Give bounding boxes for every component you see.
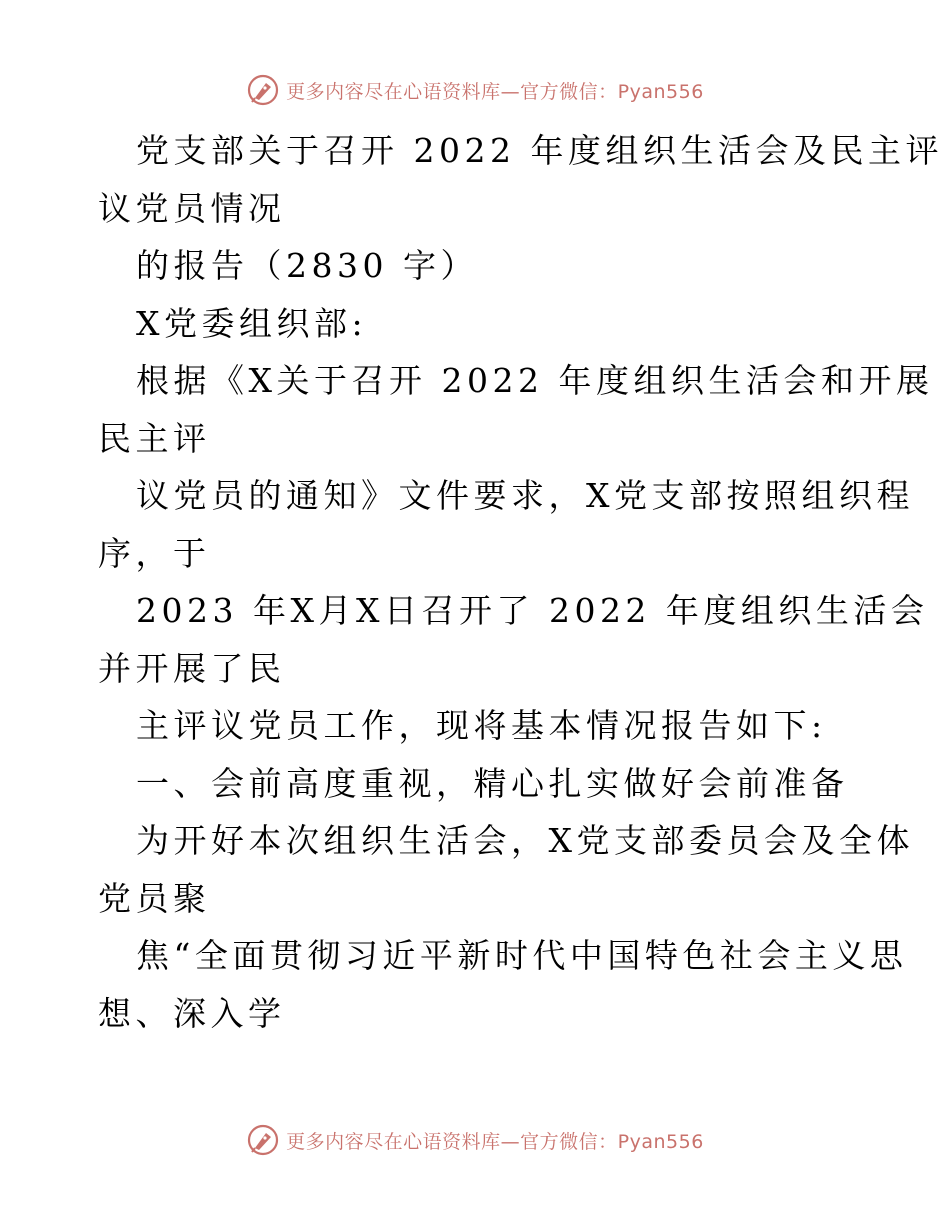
text-line: 议党员情况 [98, 188, 286, 228]
text-line: 的报告（2830 字） [136, 246, 478, 285]
text-line: 根据《X关于召开 2022 年度组织生活会和开展 [136, 361, 934, 400]
text-line: 2023 年X月X日召开了 2022 年度组织生活会 [136, 591, 929, 630]
text-line: 议党员的通知》文件要求，X党支部按照组织程 [136, 476, 914, 515]
text-line: 党员聚 [98, 878, 211, 918]
header-watermark [0, 70, 950, 110]
watermark-text: 更多内容尽在心语资料库—官方微信：Pyan556 [286, 80, 704, 103]
pen-nib-logo-icon [246, 73, 280, 107]
watermark-text: 更多内容尽在心语资料库—官方微信：Pyan556 [286, 1130, 704, 1153]
footer-watermark [0, 1120, 950, 1160]
text-line: 民主评 [98, 418, 211, 458]
text-line: 为开好本次组织生活会，X党支部委员会及全体 [136, 821, 914, 860]
text-line: X党委组织部: [136, 303, 368, 343]
text-line: 并开展了民 [98, 648, 286, 688]
document-body [98, 122, 943, 1042]
pen-nib-logo-icon [246, 1123, 280, 1157]
text-line: 想、深入学 [98, 993, 286, 1033]
text-line: 一、会前高度重视，精心扎实做好会前准备 [136, 763, 849, 803]
text-line: 主评议党员工作，现将基本情况报告如下: [136, 706, 827, 745]
text-line: 党支部关于召开 2022 年度组织生活会及民主评 [136, 131, 943, 170]
text-line: 焦“全面贯彻习近平新时代中国特色社会主义思 [136, 936, 908, 975]
text-line: 序，于 [98, 533, 211, 573]
